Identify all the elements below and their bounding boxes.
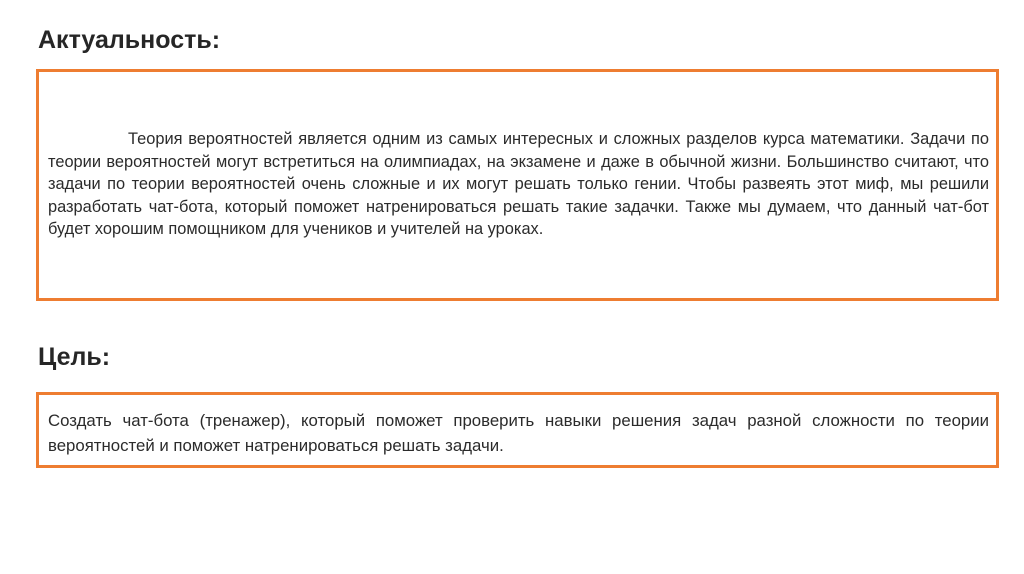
relevance-box bbox=[36, 69, 999, 301]
relevance-heading: Актуальность: bbox=[38, 26, 221, 54]
goal-text: Создать чат-бота (тренажер), который поможет проверить навыки решения задач разной сложности по теории вероятностей и поможет натренироваться решать задачи. bbox=[48, 411, 989, 455]
relevance-text: Теория вероятностей является одним из самых интересных и сложных разделов курса математики. Задачи по теории вероятностей могут встретиться на олимпиадах, на экзамене и даже в обычной жизни. Большинство считают, что задачи по теории вероятностей очень сложные и их могут решать только гении. Чтобы развеять этот миф, мы решили разработать чат-бота, который поможет натренироваться решать такие задачки. Также мы думаем, что данный чат-бот будет хорошим помощником для учеников и учителей на уроках. bbox=[48, 130, 989, 238]
goal-heading: Цель: bbox=[38, 343, 111, 371]
goal-box bbox=[36, 392, 999, 468]
